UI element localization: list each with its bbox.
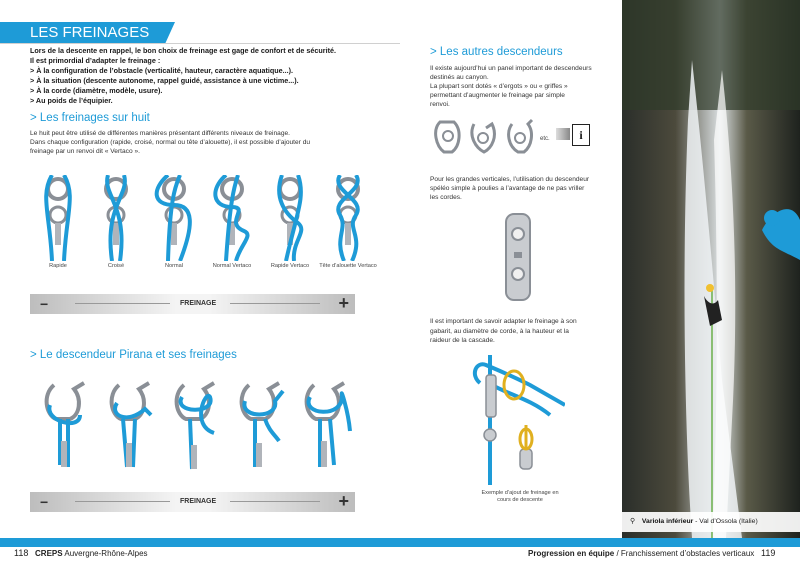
footer-org-rest: Auvergne-Rhône-Alpes [62, 549, 148, 558]
freinage-scale-huit [30, 294, 355, 314]
pirana-illustration [40, 375, 96, 475]
autres-descendeurs-heading: > Les autres descendeurs [430, 46, 563, 58]
location-pin-icon: ⚲ [630, 518, 635, 525]
knot-label: Rapide [49, 263, 67, 269]
arrow-icon [556, 128, 570, 140]
footer-org-bold: CREPS [35, 549, 63, 558]
adapter-line: raideur de la cascade. [430, 337, 495, 344]
verticales-paragraph [430, 175, 589, 202]
photo-caption-place: Variola inférieur [641, 518, 694, 525]
caption-line: cours de descente [497, 497, 543, 503]
footer-title-bold: Progression en équipe [528, 549, 615, 558]
minus-icon: − [40, 494, 49, 510]
pirana-illustration [235, 375, 291, 475]
descender-a-icon [432, 118, 464, 158]
descender-c-icon [504, 118, 536, 158]
photo-caption-rest: - Val d’Ossola (Italie) [693, 518, 758, 525]
footer-right [528, 548, 775, 558]
autres-line: La plupart sont dotés « d’ergots » ou « griffes » [430, 83, 568, 90]
pirana-heading: > Le descendeur Pirana et ses freinages [30, 349, 237, 361]
huit-heading: > Les freinages sur huit [30, 112, 150, 124]
huit-paragraph [30, 129, 310, 156]
adapter-line: gabarit, au diamètre de corde, à la hauteur et la [430, 327, 569, 335]
autres-line: renvoi. [430, 101, 450, 108]
figure-eight-normal-illustration [146, 175, 202, 275]
knot-label: Croisé [107, 263, 125, 269]
brake-addition-illustration [470, 355, 565, 485]
intro-line: Il est primordial d’adapter le freinage : [30, 56, 161, 65]
freinage-label: FREINAGE [180, 300, 217, 307]
pulley-descender-icon [500, 212, 536, 304]
photo-caption [622, 512, 800, 532]
figure-eight-rapide-vertaco-illustration [262, 175, 318, 275]
huit-line: Le huit peut être utilisé de différentes manières présentant différents niveaux de freinage. [30, 130, 291, 137]
arrow-right-line [230, 501, 320, 502]
autres-paragraph [430, 64, 592, 109]
intro-line: > À la situation (descente autonome, rappel guidé, assistance à une victime...). [30, 76, 299, 85]
left-page-number: 118 [14, 548, 29, 558]
figure-eight-normal-vertaco-illustration [204, 175, 260, 275]
adapter-paragraph [430, 317, 577, 346]
figure-eight-croise-illustration [88, 175, 144, 275]
figure-eight-rapide-illustration [30, 175, 86, 275]
plus-icon: + [338, 293, 349, 313]
footer-title-rest: / Franchissement d’obstacles verticaux [614, 549, 755, 558]
autres-line: Il existe aujourd’hui un panel important de descendeurs [430, 65, 592, 72]
pirana-illustration [170, 375, 226, 475]
freinage-scale-pirana [30, 492, 355, 512]
info-book-icon: i [572, 124, 590, 146]
intro-line: Lors de la descente en rappel, le bon choix de freinage est gage de confort et de sécurité. [30, 46, 336, 55]
header-rule [0, 43, 400, 44]
figure-eight-tete-alouette-vertaco-illustration [320, 175, 376, 275]
knot-label: Normal [164, 263, 184, 269]
footer-band [0, 538, 800, 547]
brake-figure-caption [470, 490, 570, 504]
arrow-left-line [75, 501, 170, 502]
verticales-line: spéléo simple à poulies a l’avantage de ne pas vriller [430, 185, 585, 192]
huit-line: freinage par un renvoi dit « Vertaco ». [30, 148, 140, 155]
adapter-line: Il est important de savoir adapter le freinage à son [430, 318, 577, 325]
huit-line: Dans chaque configuration (rapide, croisé, normal ou tête d’alouette), il est possible d’ajouter du [30, 139, 311, 146]
minus-icon: − [40, 296, 49, 312]
plus-icon: + [338, 491, 349, 511]
figure-eight-configurations [30, 175, 377, 275]
knot-label: Normal Vertaco [212, 263, 252, 269]
footer-left [14, 548, 148, 558]
freinage-label: FREINAGE [180, 498, 217, 505]
canyon-waterfall-photo [622, 0, 800, 538]
pirana-configurations [30, 375, 360, 475]
etc-label: etc. [540, 136, 550, 142]
descender-b-icon [468, 118, 500, 158]
intro-line: > À la corde (diamètre, modèle, usure). [30, 86, 163, 95]
intro-line: > À la configuration de l’obstacle (verticalité, hauteur, caractère aquatique...). [30, 66, 294, 75]
knot-label: Tête d’alouette Vertaco [319, 263, 377, 269]
caption-line: Exemple d’ajout de freinage en [481, 490, 559, 496]
section-title-banner: LES FREINAGES [0, 22, 165, 44]
pirana-illustration [300, 375, 356, 475]
pirana-illustration [105, 375, 161, 475]
arrow-left-line [75, 303, 170, 304]
autres-line: permettant d’augmenter le freinage par simple [430, 92, 565, 99]
right-page-number: 119 [760, 548, 776, 558]
arrow-right-line [230, 303, 320, 304]
autres-line: destinés au canyon. [430, 74, 489, 81]
intro-line: > Au poids de l’équipier. [30, 96, 113, 105]
intro-paragraph [30, 46, 370, 106]
descenders-row [432, 118, 602, 163]
knot-label: Rapide Vertaco [270, 263, 310, 269]
verticales-line: les cordes. [430, 194, 462, 201]
verticales-line: Pour les grandes verticales, l’utilisation du descendeur [430, 176, 590, 183]
